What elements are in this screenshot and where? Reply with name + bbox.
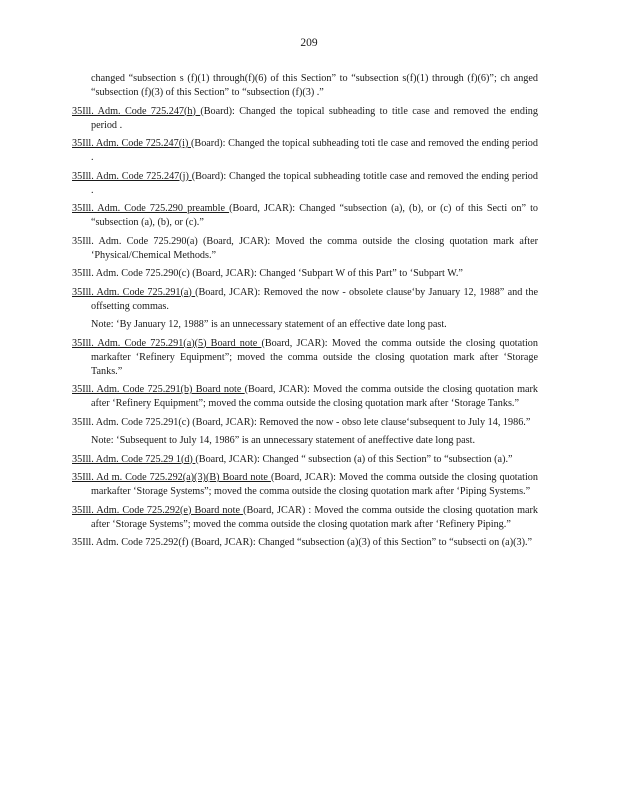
amendment-entry-725-247h [72,105,538,133]
citation: 35Ill. Adm. Code 725.247(j) [72,170,192,182]
entry-text: (Board, JCAR): Moved the comma outside the closing quotation mark after ‘Refinery Equipment”; moved the comma outside the closing quotation mark after ‘Storage Tanks.” [91,384,538,409]
amendment-entry-725-291b [72,383,538,411]
citation: 35Ill. Adm. Code 725.29 1(d) [72,453,196,465]
amendment-entry-725-247j [72,170,538,198]
amendment-entry-725-291a5 [72,337,538,379]
amendment-entry-725-290-preamble [72,202,538,230]
amendment-entry-725-292a3b [72,471,538,499]
citation: 35Ill. Adm. Code 725.292(e) Board note [72,504,244,516]
citation: 35Ill. Adm. Code 725.247(h) [72,105,201,117]
entry-text: (Board): Changed the topical subheading toti tle case and removed the ending period . [91,138,538,163]
entry-text: (Board, JCAR): Changed “subsection (a), (b), or (c) of this Secti on” to “subsection (a), (b), or (c).” [91,203,538,228]
continued-paragraph: changed “subsection s (f)(1) through(f)(6) of this Section” to “subsection s(f)(1) through (f)(6)”; ch anged “subsection (f)(3) of this Section” to “subsection (f)(3) .” [91,73,538,98]
amendment-entry-725-247i [72,137,538,165]
entry-text: (Board): Changed the topical subheading totitle case and removed the ending period . [91,170,538,196]
citation: 35Ill. Adm. Code 725.291(a)(5) Board note [72,337,262,349]
amendment-entry-725-291a [72,286,538,314]
entry-text: (Board): Changed the topical subheading to title case and removed the ending period . [91,105,538,131]
amendment-entry-725-292e [72,504,538,532]
citation: 35Ill. Adm. Code 725.247(i) [72,138,191,149]
amendment-entry-725-291c [72,416,538,430]
note-725-291a: Note: ‘By January 12, 1988” is an unnecessary statement of an effective date long past. [91,319,447,330]
entry-text: (Board, JCAR): Changed “ subsection (a) of this Section” to “subsection (a).” [195,453,513,465]
entry-text: (Board, JCAR): Moved the comma outside the closing quotation markafter ‘Refinery Equipment”; moved the comma outside the closing quotation mark after ‘Storage Tanks.” [91,337,538,377]
entry-text: 35Ill. Adm. Code 725.291(c) (Board, JCAR): Removed the now - obso lete clause‘subsequent to July 14, 1986.” [72,416,531,428]
entry-text: (Board, JCAR): Removed the now - obsolete clause‘by January 12, 1988” and the offsetting commas. [91,286,538,312]
note-725-291c: Note: ‘Subsequent to July 14, 1986” is an unnecessary statement of aneffective date long past. [91,435,476,446]
entry-text: 35Ill. Adm. Code 725.290(c) (Board, JCAR): Changed ‘Subpart W of this Part” to ‘Subpart W.” [72,268,463,279]
entry-text: (Board, JCAR) : Moved the comma outside the closing quotation mark after ‘Storage Systems”; moved the comma outside the closing quotation mark after ‘Refinery Piping.” [91,504,538,530]
amendment-entry-725-290a [72,235,538,263]
amendment-entry-725-291d [72,453,538,467]
page-number: 209 [300,37,318,49]
entry-text: 35Ill. Adm. Code 725.292(f) (Board, JCAR): Changed “subsection (a)(3) of this Section” to “subsecti on (a)(3).” [72,537,533,548]
document-body [72,72,538,555]
citation: 35Ill. Adm. Code 725.291(b) Board note [72,384,245,395]
citation: 35Ill. Adm. Code 725.291(a) [72,286,196,298]
amendment-entry-725-292f [72,536,538,550]
entry-text: 35Ill. Adm. Code 725.290(a) (Board, JCAR): Moved the comma outside the closing quotation mark after ‘Physical/Chemical Methods.” [72,235,538,261]
entry-text: (Board, JCAR): Moved the comma outside the closing quotation markafter ‘Storage Systems”; moved the comma outside the closing quotation mark after ‘Piping Systems.” [91,472,538,497]
amendment-entry-725-290c [72,267,538,281]
citation: 35Ill. Adm. Code 725.290 preamble [72,203,230,214]
citation: 35Ill. Ad m. Code 725.292(a)(3)(B) Board note [72,472,271,483]
